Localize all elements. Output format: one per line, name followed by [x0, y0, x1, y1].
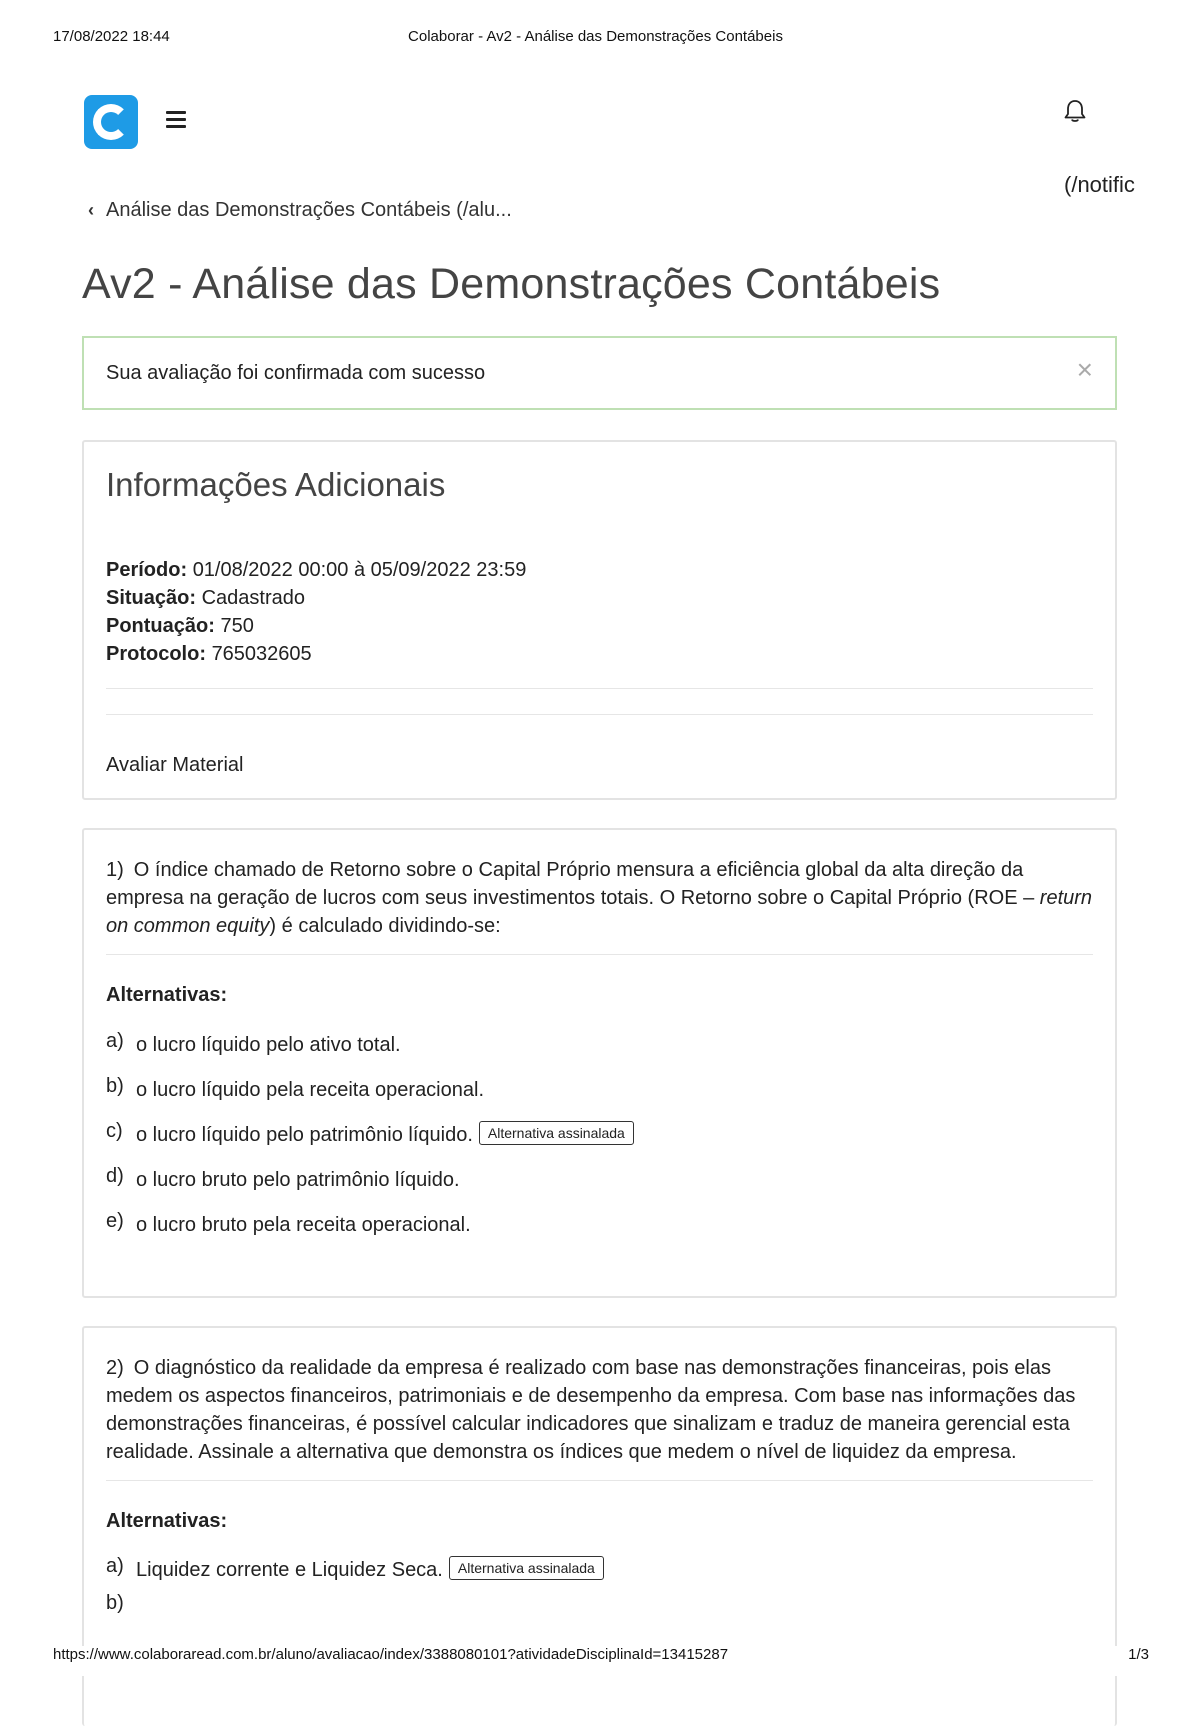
alternative-a[interactable]: a) o lucro líquido pelo ativo total.: [106, 1030, 401, 1056]
chevron-left-icon: ‹: [88, 200, 94, 220]
alternative-b[interactable]: b): [106, 1592, 124, 1614]
print-datetime: 17/08/2022 18:44: [53, 28, 170, 45]
alternatives-title: Alternativas:: [106, 984, 228, 1006]
question-text: 2) O diagnóstico da realidade da empresa é realizado com base nas demonstrações financeiras, pois elas medem os aspectos financeiros, patrimoniais e de desempenho da empresa. Com base nas informações das demonstrações financeiras, é possível calcular indicadores que sinalizam e traduz de maneira gerencial esta realidade. Assinale a alternativa que demonstra os índices que medem o nível de liquidez da empresa.: [106, 1357, 1076, 1463]
alert-message: Sua avaliação foi confirmada com sucesso: [106, 362, 486, 384]
breadcrumb-label: Análise das Demonstrações Contábeis (/alu...: [106, 199, 512, 221]
bell-icon[interactable]: [1063, 98, 1087, 129]
alternatives-title: Alternativas:: [106, 1510, 228, 1532]
colaborar-logo[interactable]: [84, 95, 138, 149]
pontuacao-value: 750: [220, 615, 254, 637]
info-card: [82, 440, 1117, 800]
pontuacao-label: Pontuação:: [106, 615, 215, 637]
alternative-b[interactable]: b) o lucro líquido pela receita operacional.: [106, 1075, 484, 1101]
protocolo-label: Protocolo:: [106, 643, 206, 665]
divider: [106, 954, 1093, 955]
avaliar-material-link[interactable]: Avaliar Material: [106, 754, 244, 776]
breadcrumb[interactable]: [88, 199, 512, 222]
situacao-value: Cadastrado: [201, 587, 305, 609]
info-details: [106, 556, 526, 668]
print-url: https://www.colaboraread.com.br/aluno/avaliacao/index/3388080101?atividadeDisciplinaId=13415287: [53, 1646, 729, 1663]
periodo-label: Período:: [106, 559, 188, 581]
notifications-link[interactable]: (/notific: [1064, 172, 1135, 197]
question-number: 1): [106, 859, 124, 881]
alternative-d[interactable]: d) o lucro bruto pelo patrimônio líquido.: [106, 1165, 460, 1191]
info-heading: Informações Adicionais: [106, 466, 446, 503]
page-title: Av2 - Análise das Demonstrações Contábeis: [82, 260, 941, 308]
question-text: 1) O índice chamado de Retorno sobre o Capital Próprio mensura a eficiência global da alta direção da empresa na geração de lucros com seus investimentos totais. O Retorno sobre o Capital Próprio (ROE – return on common equity) é calculado dividindo-se:: [106, 859, 1093, 937]
alternative-a[interactable]: a) Liquidez corrente e Liquidez Seca. Alternativa assinalada: [106, 1559, 604, 1583]
print-footer: [0, 1646, 1191, 1676]
alternative-e[interactable]: e) o lucro bruto pela receita operacional.: [106, 1210, 471, 1236]
close-icon[interactable]: ×: [1076, 354, 1093, 385]
alternative-c[interactable]: c) o lucro líquido pelo patrimônio líquido. Alternativa assinalada: [106, 1124, 634, 1148]
selected-alternative-badge: Alternativa assinalada: [449, 1556, 604, 1580]
print-page-number: 1/3: [1128, 1646, 1149, 1663]
situacao-label: Situação:: [106, 587, 197, 609]
print-doc-title: Colaborar - Av2 - Análise das Demonstrações Contábeis: [408, 28, 783, 45]
divider: [106, 714, 1093, 715]
periodo-value: 01/08/2022 00:00 à 05/09/2022 23:59: [192, 559, 527, 581]
menu-icon[interactable]: [166, 111, 186, 132]
selected-alternative-badge: Alternativa assinalada: [479, 1121, 634, 1145]
divider: [106, 1480, 1093, 1481]
question-card-1: [82, 828, 1117, 1298]
question-number: 2): [106, 1357, 124, 1379]
divider: [106, 688, 1093, 689]
protocolo-value: 765032605: [211, 643, 312, 665]
success-alert: [82, 336, 1117, 410]
